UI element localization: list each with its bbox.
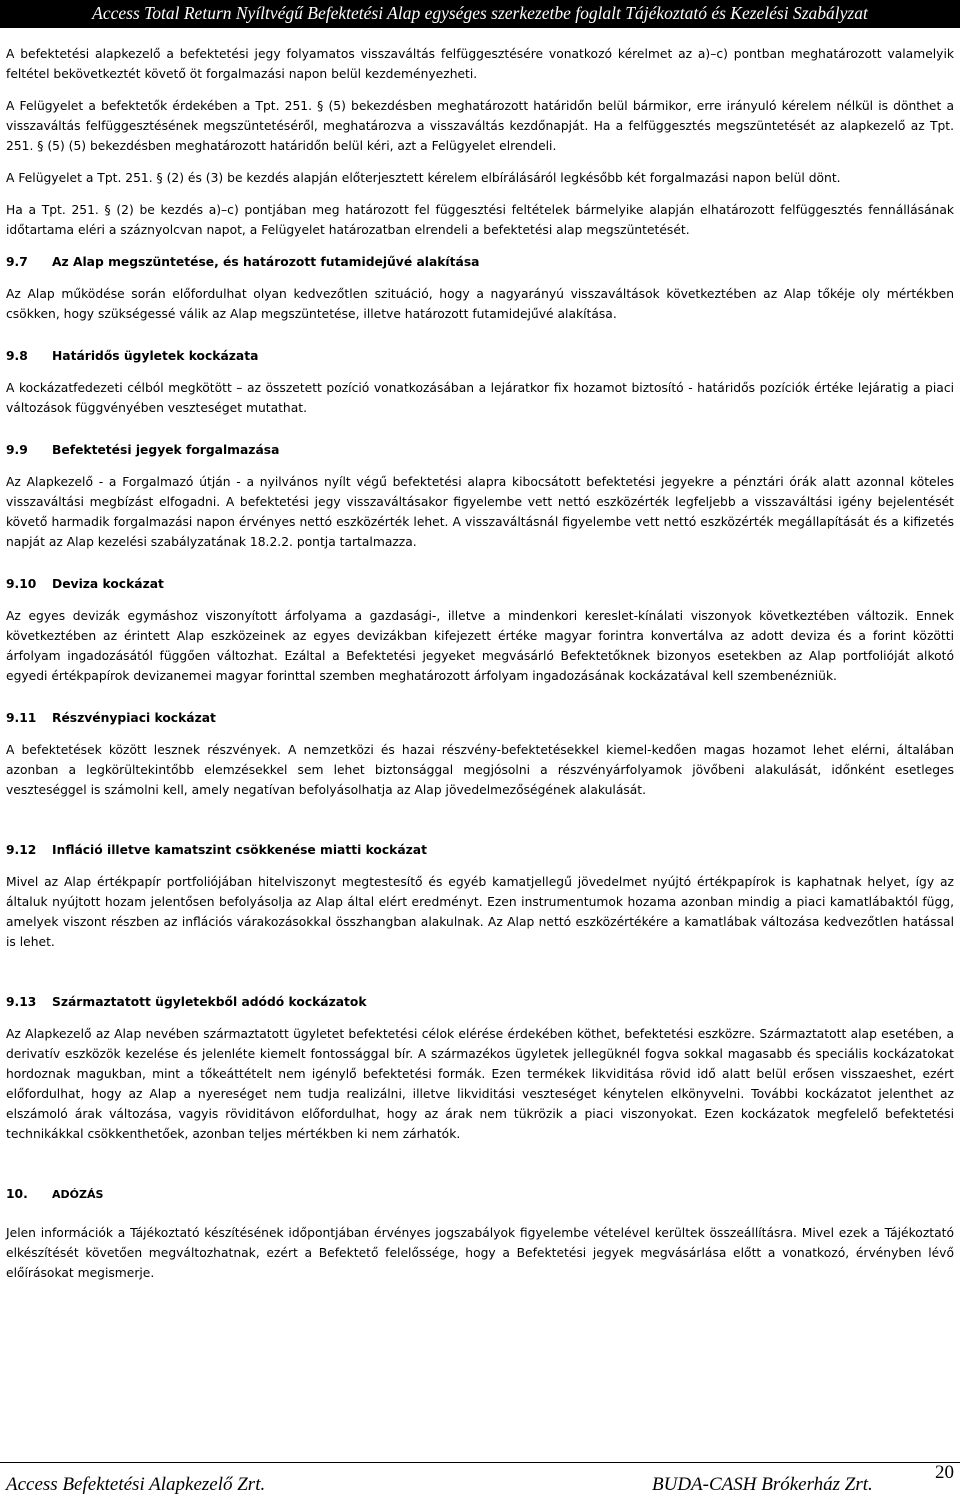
section-heading: [6, 346, 954, 366]
section-body: A befektetések között lesznek részvények. A nemzetközi és hazai részvény-befektetésekkel kiemel-kedően magas hozamot lehet elérni, általában azonban a legkörültekintőbb elemzésekkel sem lehet biztonsággal megjósolni a részvényárfolyamok jövőbeni alakulását, időnként esetleges veszteséggel is számolni kell, amely negatívan befolyásolhatja az Alap jövedelmezőségének alakulását.: [6, 743, 954, 797]
footer-divider: [0, 1462, 960, 1463]
paragraph: A Felügyelet a befektetők érdekében a Tpt. 251. § (5) bekezdésben meghatározott határidőn belül bármikor, erre irányuló kérelem nélkül is dönthet a visszaváltás felfüggesztésének megszüntetéséről, meghatározva a visszaváltás kezdőnapját. Ha a felfüggesztés megszüntetését az alapkezelő az Tpt. 251. § (5) (5) bekezdésben meghatározott határidőn belül kéri, azt a Felügyelet elrendeli.: [6, 99, 954, 153]
section-heading: [6, 252, 954, 272]
document-footer: [6, 1462, 954, 1496]
section-title: Részvénypiaci kockázat: [52, 711, 216, 725]
section-heading: [6, 574, 954, 594]
section-number: 9.9: [6, 443, 28, 457]
section-number: 9.11: [6, 711, 37, 725]
document-header: [0, 0, 960, 28]
section-title: Befektetési jegyek forgalmazása: [52, 443, 280, 457]
section-title: Infláció illetve kamatszint csökkenése miatti kockázat: [52, 843, 427, 857]
section-number: 9.7: [6, 255, 28, 269]
section-body: Az Alap működése során előfordulhat olyan kedvezőtlen szituáció, hogy a nagyarányú visszaváltások következtében az Alap tőkéje oly mértékben csökken, hogy szükségessé válik az Alap megszüntetése, illetve határozott futamidejűvé alakítása.: [6, 287, 954, 321]
section-body: Mivel az Alap értékpapír portfoliójában hitelviszonyt megtestesítő és egyéb kamatjellegű jövedelmet nyújtó értékpapírok is kaphatnak helyet, így az általuk nyújtott hozam jelentősen befolyásolja az Alap által elért eredményt. Ezen instrumentumok hozama azonban mindig a piaci kamatlábaktól függ, amelyek viszont részben az inflációs várakozásokkal összhangban alakulnak. Az Alap nettó eszközértékére a kamatlábak változása kedvezőtlen hatással is lehet.: [6, 875, 954, 949]
section-heading: [6, 840, 954, 860]
section-body: Jelen információk a Tájékoztató készítésének időpontjában érvényes jogszabályok figyelembe vételével kerültek összeállításra. Mivel ezek a Tájékoztató elkészítését követően megváltozhatnak, ezért a Befektető felelőssége, hogy a Befektetési jegyek megvásárlása előtt a vonatkozó, érvényben lévő előírásokat megismerje.: [6, 1226, 954, 1280]
header-title: Access Total Return Nyíltvégű Befektetési Alap egységes szerkezetbe foglalt Tájékoztató és Kezelési Szabályzat: [92, 3, 868, 23]
section-title: Határidős ügyletek kockázata: [52, 349, 259, 363]
section-title: Származtatott ügyletekből adódó kockázatok: [52, 995, 367, 1009]
section-heading: [6, 440, 954, 460]
section-number: 9.10: [6, 577, 37, 591]
page-number: 20: [935, 1462, 954, 1483]
section-body: A kockázatfedezeti célból megkötött – az összetett pozíció vonatkozásában a lejáratkor fix hozamot biztosító - határidős pozíciók értéke lejáratig a piaci változások függvényében veszteséget mutathat.: [6, 381, 954, 415]
section-body: Az Alapkezelő az Alap nevében származtatott ügyletet befektetési célok elérése érdekében köthet, befektetési eszközre. Származtatott alap esetében, a derivatív eszközök kezelése és jelenléte kiemelt fontossággal bír. A származékos ügyletek jellegüknél fogva sokkal magasabb és speciális kockázatokat hordoznak magukban, mint a tőkeáttételt nem igénylő befektetési formák. Ezen termékek likviditása rövid idő alatt belül erősen visszaeshet, ezért előfordulhat, hogy az Alap a nyereséget nem tudja realizálni, illetve likviditási veszteséget kénytelen elkönyvelni. További kockázatot jelenthet az elszámoló árak változása, vagyis röviditávon előfordulhat, hogy az árak nem tükrözik a piaci viszonyokat. Ezen kockázatok megfelelő befektetési technikákkal csökkenthetőek, azonban teljes mértékben ki nem zárhatók.: [6, 1027, 954, 1141]
section-title: Az Alap megszüntetése, és határozott futamidejűvé alakítása: [52, 255, 480, 269]
paragraph: A befektetési alapkezelő a befektetési jegy folyamatos visszaváltás felfüggesztésére vonatkozó kérelmet az a)–c) pontban meghatározott valamelyik feltétel bekövetkeztét követő öt forgalmazási napon belül kezdeményezheti.: [6, 47, 954, 81]
section-number: 9.12: [6, 843, 37, 857]
document-body: [6, 44, 954, 1283]
section-number: 10.: [6, 1187, 28, 1201]
section-title: ADÓZÁS: [52, 1188, 104, 1201]
paragraph: Ha a Tpt. 251. § (2) be kezdés a)–c) pontjában meg határozott fel függesztési feltételek bármelyike alapján elhatározott felfüggesztés fennállásának időtartama eléri a száznyolcvan napot, a Felügyelet határozatban elrendeli a befektetési alap megszüntetését.: [6, 203, 954, 237]
section-heading: [6, 992, 954, 1012]
section-number: 9.13: [6, 995, 37, 1009]
section-title: Deviza kockázat: [52, 577, 164, 591]
section-body: Az Alapkezelő - a Forgalmazó útján - a nyilvános nyílt végű befektetési alapra kibocsátott befektetési jegyekre a pénztári órák alatt azonnal köteles visszaváltási megbízást elfogadni. A befektetési jegy visszaváltásakor figyelembe vett nettó eszközérték legfeljebb a visszaváltási igény bejelentését követő harmadik forgalmazási napon érvényes nettó eszközérték lehet. A visszaváltásnál figyelembe vett nettó eszközérték megállapítását és a kifizetés napját az Alap kezelési szabályzatának 18.2.2. pontja tartalmazza.: [6, 475, 954, 549]
section-heading: [6, 708, 954, 728]
section-number: 9.8: [6, 349, 28, 363]
footer-left: Access Befektetési Alapkezelő Zrt.: [6, 1474, 266, 1495]
section-heading: [6, 1184, 954, 1205]
paragraph: A Felügyelet a Tpt. 251. § (2) és (3) be kezdés alapján előterjesztett kérelem elbírálásáról legkésőbb két forgalmazási napon belül dönt.: [6, 171, 841, 185]
section-body: Az egyes devizák egymáshoz viszonyított árfolyama a gazdasági-, illetve a mindenkori kereslet-kínálati viszonyok következtében változik. Ennek következtében az érintett Alap eszközeinek az egyes devizákban kifejezett értéke magyar forintra konvertálva az adott deviza és a forint közötti árfolyam ingadozásától függően változhat. Ezáltal a Befektetési jegyeket megvásárló Befektetőknek bizonyos esetekben az Alap portfolióját alkotó egyedi értékpapírok devizanemei magyar forinttal szemben meghatározott árfolyam ingadozásának kockázatával kell szembenézniük.: [6, 609, 954, 683]
footer-right: BUDA-CASH Brókerház Zrt.: [652, 1474, 873, 1495]
